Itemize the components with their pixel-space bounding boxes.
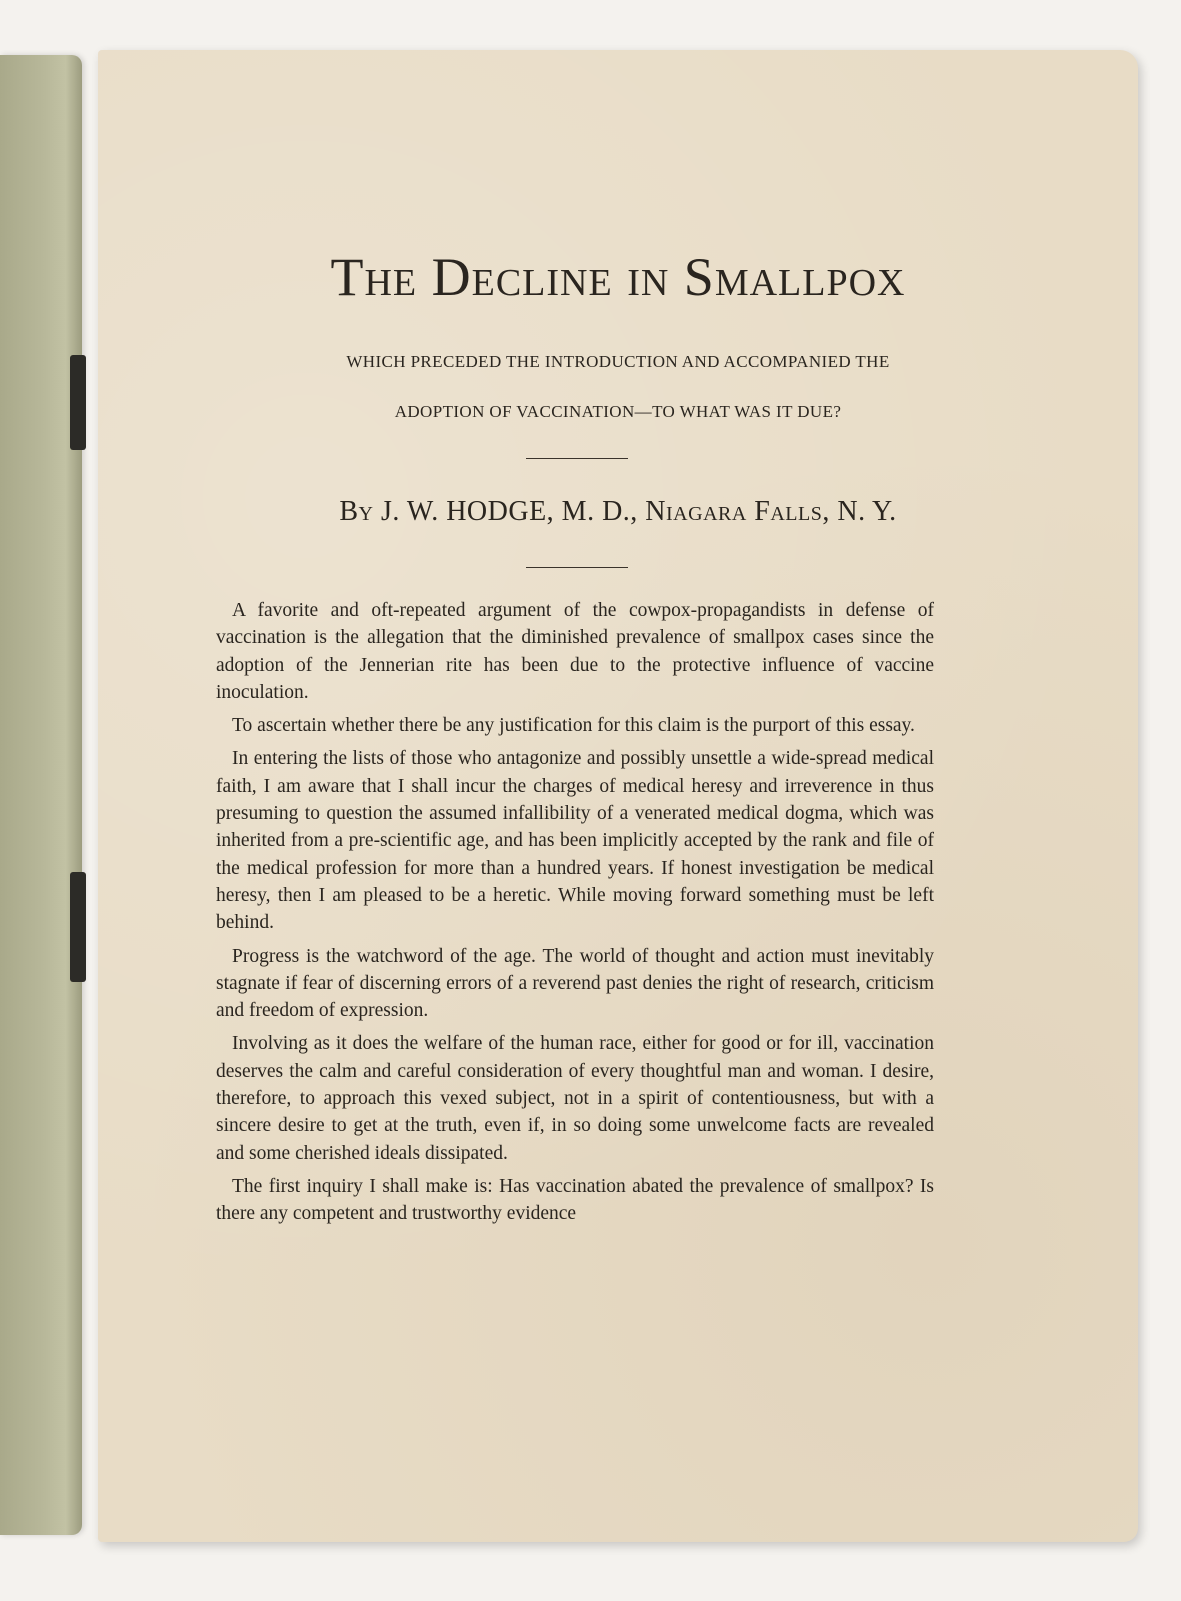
paragraph: The first inquiry I shall make is: Has vaccination abated the prevalence of smallpox? Is there any competent and trustworthy evidence	[216, 1175, 934, 1225]
document-subtitle-line-1: WHICH PRECEDED THE INTRODUCTION AND ACCOMPANIED THE	[346, 352, 890, 371]
document-title: The Decline in Smallpox	[330, 247, 906, 307]
body-text	[216, 597, 934, 1234]
author-byline: By J. W. HODGE, M. D., Niagara Falls, N. Y.	[339, 496, 897, 527]
paragraph: Progress is the watchword of the age. The world of thought and action must inevitably stagnate if fear of discerning errors of a reverend past denies the right of research, criticism and freedom of expression.	[216, 945, 934, 1022]
paragraph: To ascertain whether there be any justification for this claim is the purport of this essay.	[232, 715, 915, 737]
binding-thread	[70, 872, 86, 982]
divider-rule	[526, 567, 628, 568]
paragraph: Involving as it does the welfare of the human race, either for good or for ill, vaccination deserves the calm and careful consideration of every thoughtful man and woman. I desire, therefore, to approach this vexed subject, not in a spirit of contentiousness, but with a sincere desire to get at the truth, even if, in so doing some unwelcome facts are revealed and some cherished ideals dissipated.	[216, 1033, 934, 1164]
paragraph: In entering the lists of those who antagonize and possibly unsettle a wide-spread medical faith, I am aware that I shall incur the charges of medical heresy and irreverence in thus presuming to question the assumed infallibility of a venerated medical dogma, which was inherited from a pre-scientific age, and has been implicitly accepted by the rank and file of the medical profession for more than a hundred years. If honest investigation be medical heresy, then I am pleased to be a heretic. While moving forward something must be left behind.	[216, 748, 934, 934]
divider-rule	[526, 458, 628, 459]
paragraph: A favorite and oft-repeated argument of the cowpox-propagandists in defense of vaccination is the allegation that the diminished prevalence of smallpox cases since the adoption of the Jennerian rite has been due to the protective influence of vaccine inoculation.	[216, 600, 934, 703]
pamphlet-page	[98, 50, 1138, 1542]
previous-page-edge	[0, 55, 82, 1535]
document-subtitle-line-2: ADOPTION OF VACCINATION—TO WHAT WAS IT DUE?	[394, 402, 842, 421]
binding-thread	[70, 355, 86, 450]
